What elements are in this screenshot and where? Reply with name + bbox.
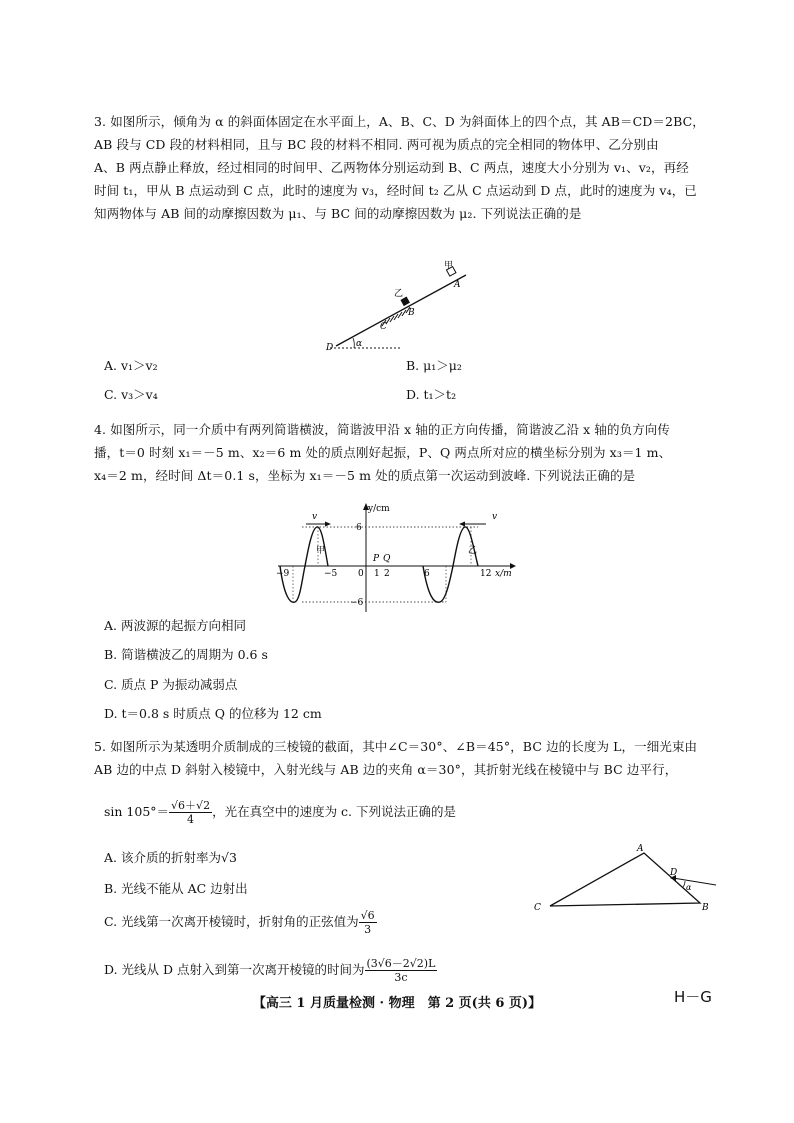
sin-numerator: √6＋√2 xyxy=(171,799,211,812)
sin-fraction xyxy=(169,799,212,826)
q5-line-3 xyxy=(104,797,456,827)
label-alpha: α xyxy=(686,883,692,892)
q4-option-b: B. 简谐横波乙的周期为 0.6 s xyxy=(104,647,268,662)
q5-option-a: A. 该介质的折射率为√3 xyxy=(104,850,237,865)
question-5 xyxy=(94,735,716,781)
q3-line-3: A、B 两点静止释放，经过相同的时间甲、乙两物体分别运动到 B、C 两点，速度大小分别为 v₁、v₂，再经 xyxy=(94,160,689,175)
q5-line-2: AB 边的中点 D 斜射入棱镜中，入射光线与 AB 边的夹角 α＝30°，其折射光线在棱镜中与 BC 边平行， xyxy=(94,762,678,777)
label-yi: 乙 xyxy=(394,289,404,299)
wave-jia xyxy=(280,527,328,602)
label-yi: 乙 xyxy=(468,546,478,556)
q5-option-d xyxy=(104,955,437,985)
tick-y6: 6 xyxy=(356,523,362,533)
label-v-jia: v xyxy=(312,512,318,522)
q4-option-c: C. 质点 P 为振动减弱点 xyxy=(104,677,238,692)
prism-figure xyxy=(530,840,720,915)
question-4 xyxy=(94,418,716,487)
sin-prefix: sin 105°＝ xyxy=(104,804,170,819)
tick-2: 2 xyxy=(384,569,390,579)
q5-option-d-fraction xyxy=(365,957,438,984)
tick-1: 1 xyxy=(374,569,380,579)
alpha-arc xyxy=(683,881,685,887)
q4-option-a: A. 两波源的起振方向相同 xyxy=(104,618,246,633)
label-c: C xyxy=(380,322,387,332)
q5-line-1: 5. 如图所示为某透明介质制成的三棱镜的截面，其中∠C＝30°、∠B＝45°，BC 边的长度为 L，一细光束由 xyxy=(94,739,698,754)
q5-option-c-denominator: 3 xyxy=(364,923,372,936)
q5-option-b: B. 光线不能从 AC 边射出 xyxy=(104,881,248,896)
label-a: A xyxy=(454,280,461,290)
q5-option-c-fraction xyxy=(359,909,377,936)
angle-arc xyxy=(353,338,354,348)
question-3 xyxy=(94,110,716,225)
y-axis-label: y/cm xyxy=(368,504,390,514)
q5-option-d-text: D. 光线从 D 点射入到第一次离开棱镜的时间为 xyxy=(104,962,365,977)
label-c: C xyxy=(534,903,541,913)
q3-line-1: 3. 如图所示，倾角为 α 的斜面体固定在水平面上，A、B、C、D 为斜面体上的四个点，其 AB＝CD＝2BC， xyxy=(94,114,705,129)
label-alpha: α xyxy=(356,339,363,349)
x-axis-label: x/m xyxy=(495,569,512,579)
q3-line-2: AB 段与 CD 段的材料相同，且与 BC 段的材料不相同. 两可视为质点的完全相同的物体甲、乙分别由 xyxy=(94,137,659,152)
tick-0: 0 xyxy=(358,569,364,579)
label-b: B xyxy=(702,903,709,913)
q4-line-2: 播，t＝0 时刻 x₁＝－5 m、x₂＝6 m 处的质点刚好起振，P、Q 两点所对应的横坐标分别为 x₃＝1 m、 xyxy=(94,445,672,460)
paper-code: H－G xyxy=(674,988,712,1006)
tick-ym6: −6 xyxy=(350,598,364,608)
q3-option-b: B. μ₁＞μ₂ xyxy=(406,358,462,373)
label-d: D xyxy=(326,343,334,353)
q4-line-1: 4. 如图所示，同一介质中有两列简谐横波，简谐波甲沿 x 轴的正方向传播，简谐波乙沿 x 轴的负方向传 xyxy=(94,422,670,437)
q4-option-d: D. t＝0.8 s 时质点 Q 的位移为 12 cm xyxy=(104,706,322,721)
tick-m5: −5 xyxy=(324,569,338,579)
incline-surface xyxy=(336,275,466,346)
tick-6: 6 xyxy=(424,569,430,579)
tick-12: 12 xyxy=(480,569,492,579)
sin-suffix: ，光在真空中的速度为 c. 下列说法正确的是 xyxy=(212,804,456,819)
label-b: B xyxy=(408,308,415,318)
q4-line-3: x₄＝2 m，经时间 Δt＝0.1 s，坐标为 x₁＝－5 m 处的质点第一次运动到波峰. 下列说法正确的是 xyxy=(94,468,636,483)
q3-option-d: D. t₁＞t₂ xyxy=(406,387,457,402)
q5-option-c-numerator: √6 xyxy=(360,909,375,922)
wave-yi xyxy=(423,527,478,602)
q3-line-5: 知两物体与 AB 间的动摩擦因数为 μ₁、与 BC 间的动摩擦因数为 μ₂. 下列说法正确的是 xyxy=(94,206,582,221)
label-q: Q xyxy=(383,554,391,564)
q5-option-d-denominator: 3c xyxy=(394,971,408,984)
q5-option-c xyxy=(104,907,377,937)
incline-figure xyxy=(320,258,470,353)
q3-option-c: C. v₃＞v₄ xyxy=(104,387,158,402)
label-d: D xyxy=(670,868,678,878)
label-jia: 甲 xyxy=(316,546,326,556)
label-v-yi: v xyxy=(492,512,498,522)
label-p: P xyxy=(373,554,380,564)
q5-option-d-numerator: (3√6－2√2)L xyxy=(366,957,436,970)
q3-option-a: A. v₁＞v₂ xyxy=(104,358,158,373)
tick-m9: −9 xyxy=(276,569,290,579)
label-jia: 甲 xyxy=(444,261,454,271)
page-footer: 【高三 1 月质量检测 · 物理 第 2 页(共 6 页)】 xyxy=(252,996,542,1011)
wave-figure xyxy=(268,500,518,615)
prism-triangle xyxy=(550,853,700,906)
label-a: A xyxy=(637,844,644,854)
q5-option-c-text: C. 光线第一次离开棱镜时，折射角的正弦值为 xyxy=(104,914,359,929)
q3-line-4: 时间 t₁，甲从 B 点运动到 C 点，此时的速度为 v₃，经时间 t₂ 乙从 C 点运动到 D 点，此时的速度为 v₄，已 xyxy=(94,183,697,198)
sin-denominator: 4 xyxy=(187,813,195,826)
